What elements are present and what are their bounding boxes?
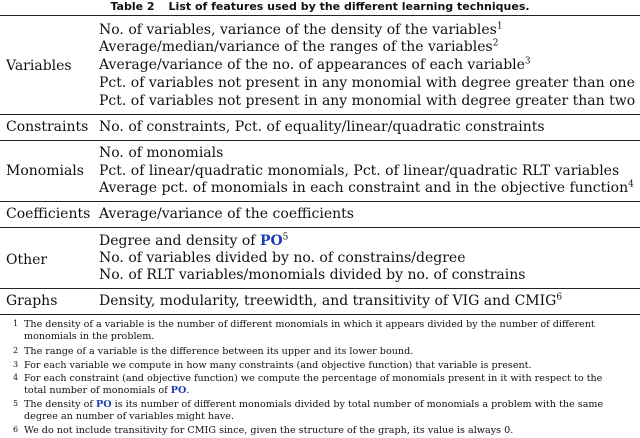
row-divider — [0, 140, 640, 141]
row-label-other: Other — [6, 252, 48, 268]
po-symbol: PO — [170, 385, 187, 396]
footnote-mark: 1 — [13, 319, 19, 328]
footnote-text: monomials in the problem. — [24, 331, 155, 342]
row-label-coefficients: Coefficients — [6, 206, 91, 222]
row-divider — [0, 201, 640, 202]
footnote-text: We do not include transitivity for CMIG since, given the structure of the graph, its value is always 0. — [24, 425, 514, 436]
po-symbol: PO — [259, 233, 283, 249]
table-top-rule — [0, 15, 640, 16]
table-bottom-rule — [0, 314, 640, 315]
footnote-mark: 5 — [13, 399, 19, 408]
feature-line: No. of variables divided by no. of constrains/degree — [99, 250, 466, 266]
feature-line: Pct. of variables not present in any monomial with degree greater than one — [99, 75, 635, 91]
footnote-text: total number of monomials of PO. — [24, 385, 190, 396]
footnote-mark: 3 — [13, 360, 19, 369]
po-symbol: PO — [96, 399, 112, 410]
feature-line: Average/median/variance of the ranges of the variables$^2$ — [99, 38, 499, 55]
footnote-text: degree an number of variables might have. — [24, 411, 234, 422]
feature-line: No. of monomials — [99, 145, 224, 161]
table-title: List of features used by the different learning techniques. — [168, 0, 530, 13]
row-divider — [0, 288, 640, 289]
feature-line: Pct. of linear/quadratic monomials, Pct. of linear/quadratic RLT variables — [99, 163, 620, 179]
feature-line: No. of variables, variance of the density of the variables$^1$ — [99, 21, 503, 38]
table-caption — [0, 0, 640, 16]
row-label-variables: Variables — [6, 58, 72, 74]
row-label-monomials: Monomials — [6, 163, 84, 179]
footnote-text: The density of a variable is the number of different monomials in which it appears divided by the number of different — [24, 319, 595, 330]
feature-line: Degree and density of $PO^5$ — [99, 232, 289, 249]
table-number: Table 2 — [110, 0, 155, 13]
row-label-graphs: Graphs — [6, 293, 58, 309]
feature-line: Density, modularity, treewidth, and transitivity of VIG and CMIG$^6$ — [99, 292, 563, 309]
feature-line: Average/variance of the no. of appearances of each variable$^3$ — [99, 56, 531, 73]
footnote-mark: 4 — [13, 373, 19, 382]
footnote-mark: 6 — [13, 425, 19, 434]
feature-line: No. of constraints, Pct. of equality/linear/quadratic constraints — [99, 119, 545, 135]
row-label-constraints: Constraints — [6, 119, 89, 135]
footnote-text: The range of a variable is the difference between its upper and its lower bound. — [24, 346, 414, 357]
footnote-text: For each constraint (and objective function) we compute the percentage of monomials present in it with respect to the — [24, 373, 603, 384]
feature-line: Pct. of variables not present in any monomial with degree greater than two — [99, 93, 636, 109]
footnote-text: For each variable we compute in how many constraints (and objective function) that variable is present. — [24, 360, 532, 371]
footnote-mark: 2 — [13, 346, 19, 355]
row-divider — [0, 114, 640, 115]
feature-line: Average/variance of the coefficients — [99, 206, 354, 222]
footnote-text: The density of PO is its number of different monomials divided by total number of monomials a problem with the same — [24, 399, 604, 410]
feature-line: Average pct. of monomials in each constraint and in the objective function$^4$ — [99, 179, 634, 196]
row-divider — [0, 227, 640, 228]
feature-line: No. of RLT variables/monomials divided by no. of constrains — [99, 267, 526, 283]
